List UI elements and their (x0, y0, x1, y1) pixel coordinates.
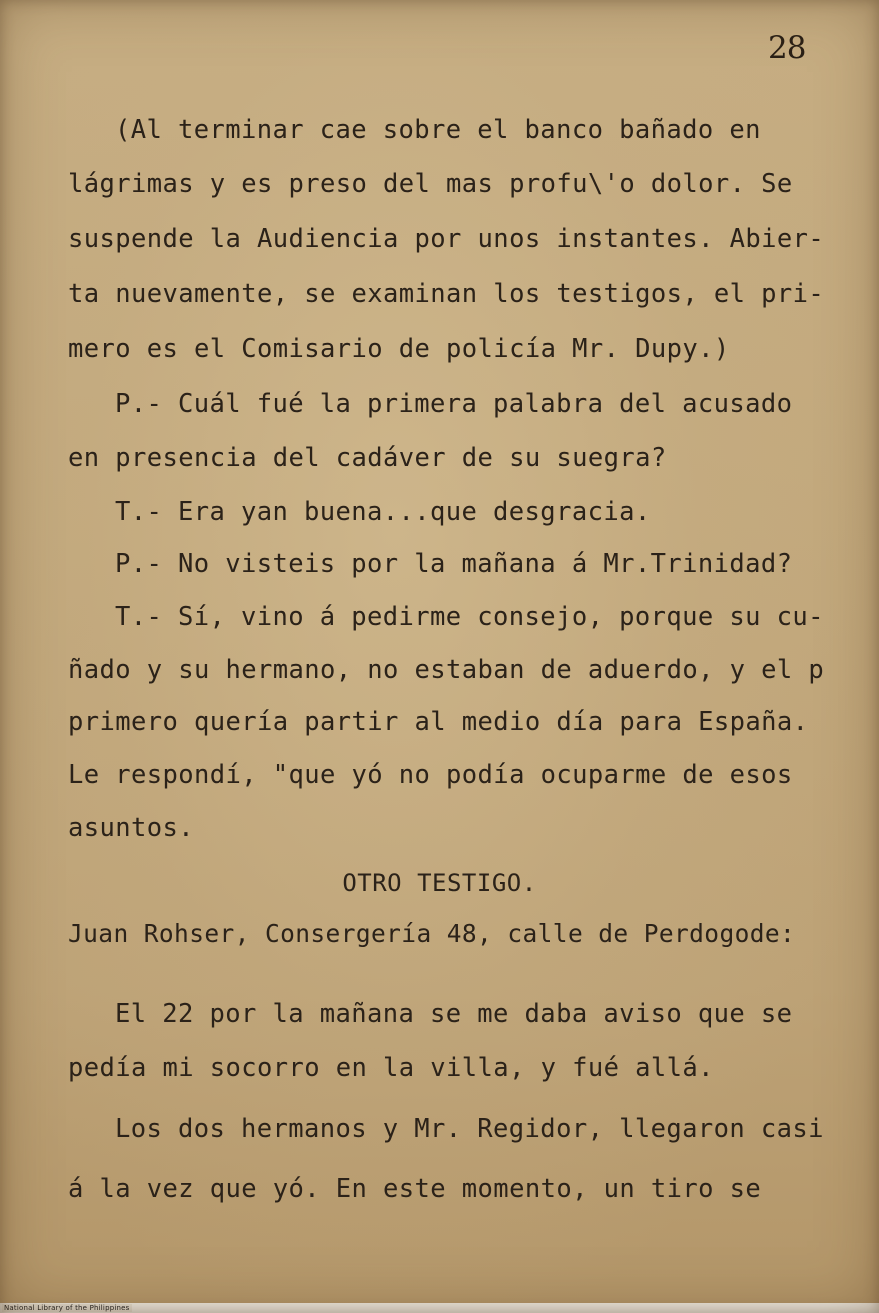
text-line: ta nuevamente, se examinan los testigos, el pri- (68, 279, 825, 309)
text-line: P.- Cuál fué la primera palabra del acusado (115, 389, 793, 419)
text-line: Le respondí, "que yó no podía ocuparme de esos (68, 760, 793, 790)
text-line: suspende la Audiencia por unos instantes. Abier- (68, 224, 825, 254)
text-line: T.- Era yan buena...que desgracia. (115, 497, 651, 527)
text-line: P.- No visteis por la mañana á Mr.Trinidad? (115, 549, 793, 579)
section-heading: OTRO TESTIGO. (342, 869, 537, 897)
text-line: El 22 por la mañana se me daba aviso que se (115, 999, 793, 1029)
text-line: pedía mi socorro en la villa, y fué allá. (68, 1053, 714, 1083)
footer-band (0, 1303, 879, 1313)
text-line: á la vez que yó. En este momento, un tiro se (68, 1174, 762, 1204)
page-number: 28 (768, 30, 806, 66)
text-line: asuntos. (68, 813, 195, 843)
text-line: ñado y su hermano, no estaban de aduerdo, y el p (68, 655, 825, 685)
text-line: (Al terminar cae sobre el banco bañado en (115, 115, 761, 145)
text-line: lágrimas y es preso del mas profu\'o dolor. Se (68, 169, 793, 199)
text-line: Los dos hermanos y Mr. Regidor, llegaron casi (115, 1114, 824, 1144)
text-line: mero es el Comisario de policía Mr. Dupy.) (68, 334, 730, 364)
text-line: T.- Sí, vino á pedirme consejo, porque su cu- (115, 602, 824, 632)
witness-line: Juan Rohser, Consergería 48, calle de Perdogode: (68, 919, 796, 948)
footer-credit: National Library of the Philippines (4, 1304, 130, 1312)
text-line: en presencia del cadáver de su suegra? (68, 443, 667, 473)
text-line: primero quería partir al medio día para España. (68, 707, 809, 737)
